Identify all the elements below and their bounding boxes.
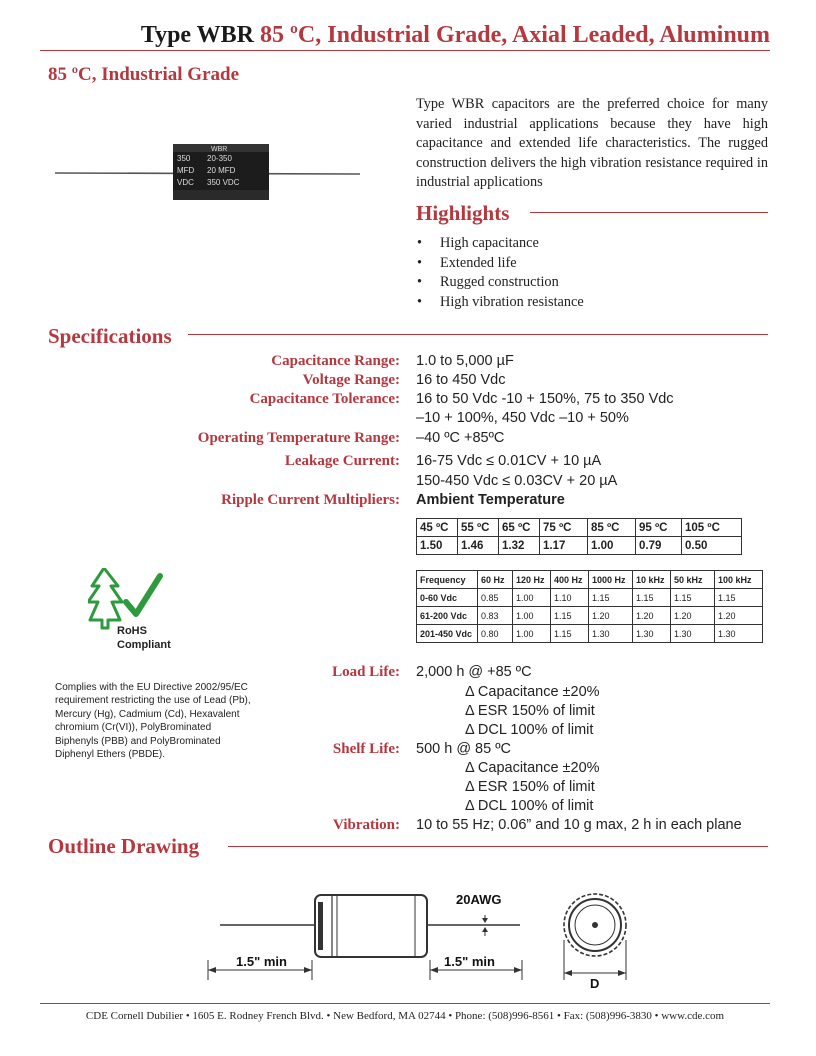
table-cell: 1.15 [633,589,671,607]
table-cell: 0.80 [478,625,513,643]
capacitance-tolerance-label: Capacitance Tolerance: [249,391,400,407]
table-cell: 1.10 [551,589,589,607]
table-cell: 1.30 [589,625,633,643]
capacitance-tolerance-line2: –10 + 100%, 450 Vdc –10 + 50% [416,410,629,426]
table-cell: 1.17 [540,537,588,555]
shelf-life-line: Δ Capacitance ±20% [465,760,600,776]
shelf-life-line: 500 h @ 85 ºC [416,741,511,757]
table-cell: 0.85 [478,589,513,607]
specifications-title: Specifications [48,324,172,348]
table-cell: 1.15 [589,589,633,607]
table-cell: 1.00 [513,607,551,625]
table-cell: 1.32 [499,537,540,555]
table-cell: 100 kHz [715,571,763,589]
footer-rule [40,1003,770,1004]
vibration-value: 10 to 55 Hz; 0.06” and 10 g max, 2 h in each plane [416,817,742,833]
list-item: • High capacitance [417,235,539,251]
capacitance-range-label: Capacitance Range: [271,353,400,369]
table-cell: 10 kHz [633,571,671,589]
table-cell: 105 ºC [682,519,742,537]
cap-marking-brand: WBR [211,146,228,153]
list-item: • Rugged construction [417,274,559,290]
shelf-life-line: Δ ESR 150% of limit [465,779,595,795]
table-cell: 0.83 [478,607,513,625]
specifications-rule [188,334,768,335]
page-header [40,22,770,49]
shelf-life-line: Δ DCL 100% of limit [465,798,594,814]
leakage-current-label: Leakage Current: [284,453,400,469]
highlights-list [416,234,584,312]
table-cell: 1.20 [589,607,633,625]
rohs-description: Complies with the EU Directive 2002/95/EC requirement restricting the use of Lead (Pb), Mercury (Hg), Cadmium (Cd), Hexavalent chromium (Cr(VI)), PolyBrominated Biphenyls (PBB) and PolyBrominated Diphenyl Ethers (PBDE). [55,682,251,761]
outline-drawing-rule [228,846,768,847]
diameter-label: D [590,976,600,990]
capacitance-tolerance-line1: 16 to 50 Vdc -10 + 150%, 75 to 350 Vdc [416,391,674,407]
rohs-line2: Compliant [117,639,171,651]
header-rule [40,50,770,51]
capacitance-range-value: 1.0 to 5,000 µF [416,353,514,369]
table-cell: 1.00 [513,625,551,643]
operating-temperature-value: –40 ºC +85ºC [416,430,505,446]
leakage-current-line1: 16-75 Vdc ≤ 0.01CV + 10 µA [416,453,602,469]
intro-paragraph: Type WBR capacitors are the preferred choice for many varied industrial applications because they have high capacitance and extended life characteristics. The rugged construction delivers the high vibration resistance required in industrial applications [416,96,768,190]
table-row [417,625,763,643]
table-cell: 1.00 [513,589,551,607]
table-cell: 0.50 [682,537,742,555]
rohs-label [117,624,171,652]
load-life-line: Δ Capacitance ±20% [465,684,600,700]
table-cell: 0-60 Vdc [417,589,478,607]
vibration-label: Vibration: [333,817,400,833]
capacitor-photo [55,140,360,210]
table-cell: 400 Hz [551,571,589,589]
table-cell: 45 ºC [417,519,458,537]
voltage-range-label: Voltage Range: [302,372,400,388]
cap-marking-mfd: MFD [177,166,195,175]
frequency-multiplier-table [416,570,763,643]
list-item: • Extended life [417,254,517,271]
table-row [417,537,742,555]
right-lead-length: 1.5" min [444,954,495,969]
cap-marking-vdc: VDC [177,178,194,187]
rohs-line1: RoHS [117,625,147,637]
table-cell: 75 ºC [540,519,588,537]
table-cell: 1.15 [715,589,763,607]
list-item: • High vibration resistance [417,293,584,310]
table-cell: 1.15 [671,589,715,607]
cap-marking-code: 20-350 [207,154,232,163]
table-cell: 60 Hz [478,571,513,589]
outline-drawing-title: Outline Drawing [48,834,200,858]
table-cell: 0.79 [636,537,682,555]
voltage-range-value: 16 to 450 Vdc [416,372,506,388]
table-cell: 85 ºC [588,519,636,537]
table-cell: 1.50 [417,537,458,555]
shelf-life-label: Shelf Life: [332,741,400,757]
table-cell: 1.46 [458,537,499,555]
table-cell: 1.30 [671,625,715,643]
table-row [417,519,742,537]
ambient-temperature-table [416,518,742,555]
wire-gauge-label: 20AWG [456,892,502,907]
table-cell: 1.15 [551,607,589,625]
table-cell: 61-200 Vdc [417,607,478,625]
highlights-title: Highlights [416,201,510,225]
table-cell: 120 Hz [513,571,551,589]
table-cell: 95 ºC [636,519,682,537]
ambient-temperature-heading: Ambient Temperature [416,492,565,508]
load-life-label: Load Life: [332,664,400,680]
ripple-current-label: Ripple Current Multipliers: [221,492,400,508]
highlights-rule [530,212,768,213]
header-description: 85 ºC, Industrial Grade, Axial Leaded, Aluminum [260,22,770,48]
header-type: Type WBR [140,22,254,48]
table-cell: 1.00 [588,537,636,555]
cap-marking-capacitance: 20 MFD [207,166,236,175]
table-cell: 1000 Hz [589,571,633,589]
table-cell: Frequency [417,571,478,589]
table-cell: 1.20 [633,607,671,625]
table-cell: 1.20 [715,607,763,625]
sub-title: 85 ºC, Industrial Grade [48,64,240,85]
footer-contact: CDE Cornell Dubilier • 1605 E. Rodney French Blvd. • New Bedford, MA 02744 • Phone: (508)996-8561 • Fax: (508)996-3830 • www.cde.com [85,1010,725,1022]
load-life-line: 2,000 h @ +85 ºC [416,664,532,680]
table-cell: 1.30 [633,625,671,643]
outline-drawing [200,880,640,990]
table-cell: 1.20 [671,607,715,625]
table-cell: 1.30 [715,625,763,643]
load-life-line: Δ ESR 150% of limit [465,703,595,719]
table-cell: 1.15 [551,625,589,643]
table-cell: 65 ºC [499,519,540,537]
table-cell: 50 kHz [671,571,715,589]
table-row [417,607,763,625]
cap-marking-rated: 350 VDC [207,178,240,187]
left-lead-length: 1.5" min [236,954,287,969]
table-cell: 55 ºC [458,519,499,537]
leakage-current-line2: 150-450 Vdc ≤ 0.03CV + 20 µA [416,473,618,489]
table-cell: 201-450 Vdc [417,625,478,643]
operating-temperature-label: Operating Temperature Range: [197,430,400,446]
cap-marking-voltage: 350 [177,154,191,163]
table-row [417,571,763,589]
table-row [417,589,763,607]
load-life-line: Δ DCL 100% of limit [465,722,594,738]
